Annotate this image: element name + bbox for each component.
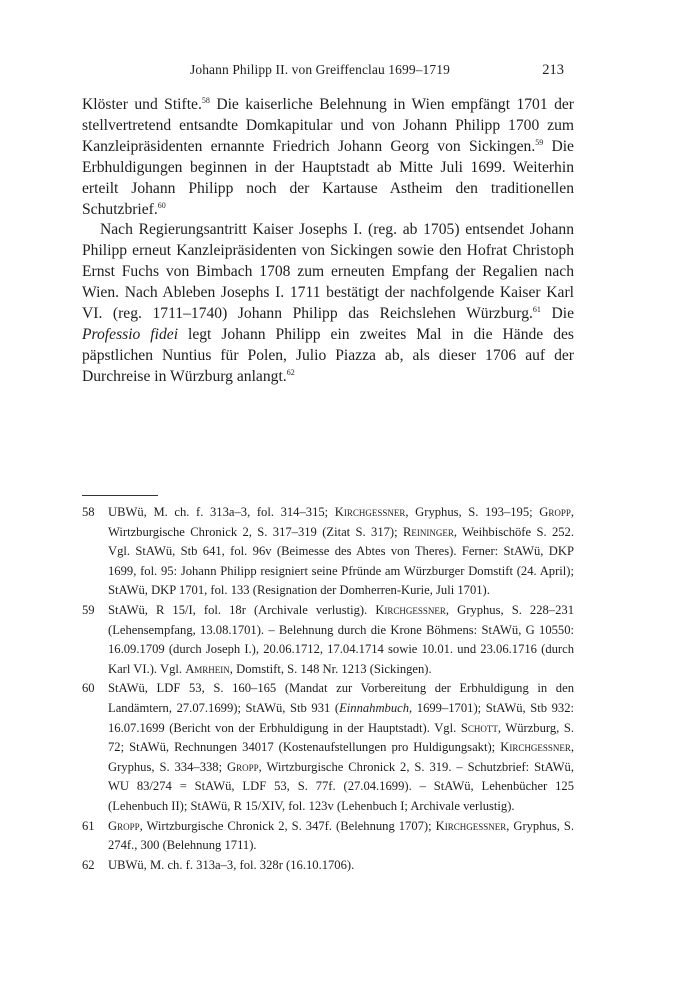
footnote-ref-60[interactable]: 60: [157, 200, 166, 210]
footnote-text: StAWü, R 15/I, fol. 18r (Archivale verlustig). Kirchgessner, Gryphus, S. 228–231 (Lehensempfang, 13.08.1701). – Belehnung durch die Krone Böhmens: StAWü, G 10550: 16.09.1709 (durch Joseph I.), 20.06.1712, 17.04.1714 sowie 10.01. und 23.06.1716 (durch Karl VI.). Vgl. Amrhein, Domstift, S. 148 Nr. 1213 (Sickingen).: [108, 602, 574, 676]
footnote-separator: [82, 495, 158, 496]
footnote-text: Gropp, Wirtzburgische Chronick 2, S. 347f. (Belehnung 1707); Kirchgessner, Gryphus, S. 274f., 300 (Belehnung 1711).: [108, 818, 575, 853]
footnote-ref-62[interactable]: 62: [286, 367, 295, 377]
footnote-number: 59: [82, 602, 95, 617]
footnote-ref-58[interactable]: 58: [201, 95, 210, 105]
footnotes: [82, 503, 574, 875]
text-run: Die: [540, 305, 574, 323]
footnote-number: 61: [82, 818, 95, 833]
page-number: 213: [542, 62, 564, 78]
footnote-number: 60: [82, 681, 95, 696]
footnote-number: 62: [82, 857, 95, 872]
footnote-ref-61[interactable]: 61: [532, 304, 541, 314]
footnote-number: 58: [82, 505, 95, 519]
paragraph-2: [82, 220, 574, 387]
footnote-60: [82, 679, 574, 816]
text-run: legt Johann Philipp ein zweites Mal in die Hände des päpstlichen Nuntius für Polen, Julio Piazza ab, als dieser 1706 auf der Durchreise in Würzburg anlangt.: [82, 325, 574, 385]
footnote-text: StAWü, LDF 53, S. 160–165 (Mandat zur Vorbereitung der Erbhuldigung in den Landämtern, 27.07.1699); StAWü, Stb 931 (Einnahmbuch, 1699–1701); StAWü, Stb 932: 16.07.1699 (Bericht von der Erbhuldigung in der Hauptstadt). Vgl. Schott, Würzburg, S. 72; StAWü, Rechnungen 34017 (Kostenaufstellungen pro Huldigungsakt); Kirchgessner, Gryphus, S. 334–338; Gropp, Wirtzburgische Chronick 2, S. 319. – Schutzbrief: StAWü, WU 83/274 = StAWü, LDF 53, S. 77f. (27.04.1699). – StAWü, Lehenbücher 125 (Lehenbuch II); StAWü, R 15/XIV, fol. 123v (Lehenbuch I; Archivale verlustig).: [108, 681, 575, 813]
footnote-text: UBWü, M. ch. f. 313a–3, fol. 328r (16.10.1706).: [108, 857, 355, 872]
footnote-58: [82, 503, 574, 601]
text-run: Die Erbhuldigungen beginnen in der Hauptstadt ab Mitte Juli 1699. Weiterhin erteilt Johann Philipp noch der Kartause Astheim den traditionellen Schutzbrief.: [82, 137, 574, 218]
main-text: [82, 95, 574, 388]
footnote-ref-59[interactable]: 59: [535, 137, 544, 147]
text-run: Nach Regierungsantritt Kaiser Josephs I. (reg. ab 1705) entsendet Johann Philipp erneut Kanzleipräsidenten von Sickingen sowie den Hofrat Christoph Ernst Fuchs von Bimbach 1708 zum erneuten Empfang der Regalien nach Wien. Nach Ableben Josephs I. 1711 bestätigt der nachfolgende Kaiser Karl VI. (reg. 1711–1740) Johann Philipp das Reichslehen Würzburg.: [82, 221, 574, 323]
paragraph-1: [82, 95, 574, 220]
italic-term: Professio fidei: [82, 325, 179, 343]
footnote-62: [82, 856, 574, 876]
running-header: [82, 62, 574, 82]
running-title: Johann Philipp II. von Greiffenclau 1699–1719: [190, 62, 450, 77]
footnote-59: [82, 601, 574, 679]
footnote-61: [82, 817, 574, 856]
text-run: Die kaiserliche Belehnung in Wien empfängt 1701 der stellvertretend entsandte Domkapitular und von Johann Philipp 1700 zum Kanzleipräsidenten ernannte Friedrich Johann Georg von Sickingen.: [82, 96, 575, 155]
footnote-text: UBWü, M. ch. f. 313a–3, fol. 314–315; Kirchgessner, Gryphus, S. 193–195; Gropp, Wirtzburgische Chronick 2, S. 317–319 (Zitat S. 317); Reininger, Weihbischöfe S. 252. Vgl. StAWü, Stb 641, fol. 96v (Beimesse des Abtes von Theres). Ferner: StAWü, DKP 1699, fol. 95: Johann Philipp resigniert seine Pfründe am Würzburger Domstift (24. April); StAWü, DKP 1701, fol. 133 (Resignation der Domherren-Kurie, Juli 1701).: [108, 505, 575, 598]
text-run: Klöster und Stifte.: [82, 96, 202, 113]
